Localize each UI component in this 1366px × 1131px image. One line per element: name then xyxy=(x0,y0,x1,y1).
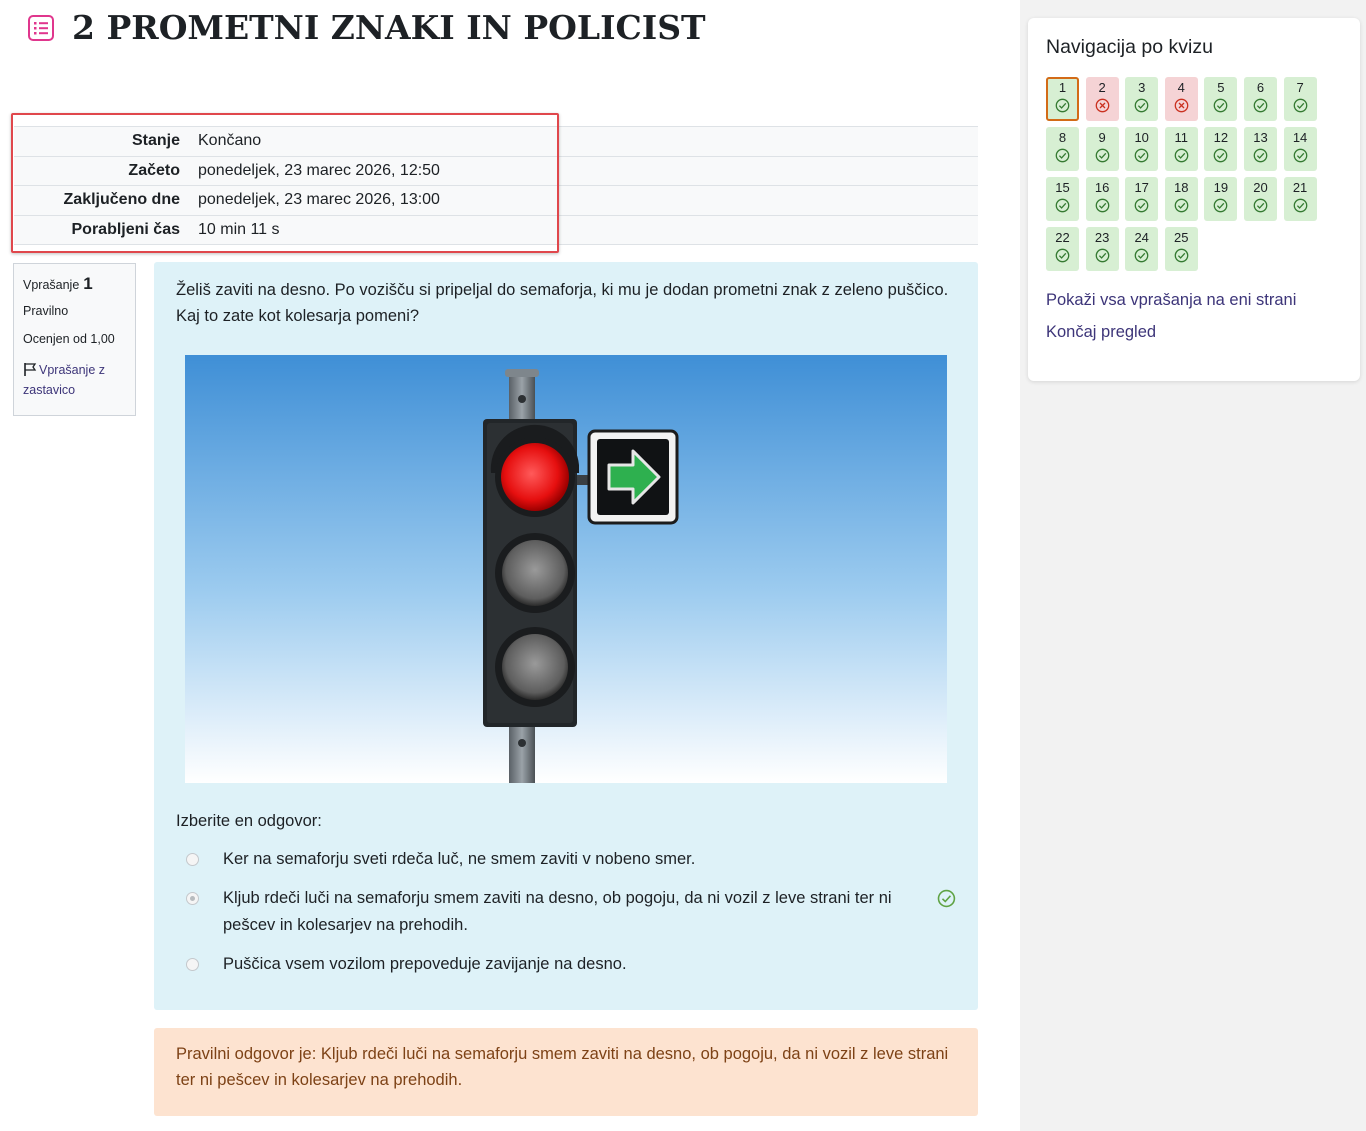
correct-check-icon xyxy=(1134,248,1149,263)
question-info xyxy=(13,263,136,416)
quiz-nav-button-4[interactable] xyxy=(1165,77,1198,121)
flag-question-link[interactable] xyxy=(23,360,126,400)
question-number-label: Vprašanje xyxy=(23,278,80,292)
quiz-nav-button-8[interactable] xyxy=(1046,127,1079,171)
quiz-nav-button-1[interactable] xyxy=(1046,77,1079,121)
answer-option[interactable] xyxy=(176,885,956,939)
quiz-nav-button-15[interactable] xyxy=(1046,177,1079,221)
correct-check-icon xyxy=(1213,148,1228,163)
quiz-nav-button-number: 14 xyxy=(1292,130,1308,145)
quiz-nav-button-25[interactable] xyxy=(1165,227,1198,271)
quiz-nav-button-7[interactable] xyxy=(1284,77,1317,121)
quiz-nav-button-number: 20 xyxy=(1253,180,1268,195)
quiz-navigation-block xyxy=(1028,18,1360,381)
quiz-nav-button-23[interactable] xyxy=(1086,227,1119,271)
quiz-icon xyxy=(26,13,56,43)
summary-label: Zaključeno dne xyxy=(14,186,188,216)
quiz-nav-button-20[interactable] xyxy=(1244,177,1277,221)
quiz-nav-button-17[interactable] xyxy=(1125,177,1158,221)
answer-radio[interactable] xyxy=(186,853,199,866)
quiz-nav-button-number: 15 xyxy=(1055,180,1070,195)
summary-label: Stanje xyxy=(14,127,188,157)
answer-option-label: Puščica vsem vozilom prepoveduje zavijanje na desno. xyxy=(223,955,627,973)
summary-label: Porabljeni čas xyxy=(14,215,188,245)
quiz-nav-button-number: 11 xyxy=(1174,130,1189,145)
quiz-nav-button-number: 18 xyxy=(1174,180,1189,195)
question-state: Pravilno xyxy=(23,304,69,318)
quiz-nav-button-3[interactable] xyxy=(1125,77,1158,121)
correct-check-icon xyxy=(1095,198,1110,213)
quiz-nav-button-number: 8 xyxy=(1058,130,1067,145)
right-drawer xyxy=(1020,0,1366,1131)
correct-check-icon xyxy=(1253,98,1268,113)
quiz-nav-button-number: 21 xyxy=(1292,180,1308,195)
quiz-nav-button-number: 4 xyxy=(1177,80,1185,95)
quiz-nav-button-number: 17 xyxy=(1134,180,1149,195)
question-content xyxy=(154,262,978,1010)
quiz-nav-button-19[interactable] xyxy=(1204,177,1237,221)
page-title: 2 PROMETNI ZNAKI IN POLICIST xyxy=(72,8,706,47)
quiz-navigation-grid xyxy=(1046,77,1342,271)
attempt-summary-table xyxy=(14,126,978,245)
answer-radio-selected[interactable] xyxy=(186,892,199,905)
correct-check-icon xyxy=(1055,198,1070,213)
correct-check-icon xyxy=(1174,148,1189,163)
incorrect-x-icon xyxy=(1095,98,1110,113)
quiz-nav-button-14[interactable] xyxy=(1284,127,1317,171)
correct-answer-feedback: Pravilni odgovor je: Kljub rdeči luči na semaforju smem zaviti na desno, ob pogoju, da ni vozil z leve strani ter ni pešcev in kolesarjev na prehodih. xyxy=(154,1028,978,1116)
quiz-nav-button-number: 22 xyxy=(1055,230,1070,245)
question-number-value: 1 xyxy=(83,274,93,293)
quiz-nav-button-number: 10 xyxy=(1134,130,1149,145)
quiz-nav-button-18[interactable] xyxy=(1165,177,1198,221)
summary-label: Začeto xyxy=(14,156,188,186)
quiz-nav-button-number: 1 xyxy=(1058,80,1067,95)
correct-check-icon xyxy=(1293,98,1308,113)
page-header xyxy=(26,8,706,47)
quiz-nav-button-10[interactable] xyxy=(1125,127,1158,171)
correct-check-icon xyxy=(937,889,956,908)
quiz-navigation-title: Navigacija po kvizu xyxy=(1046,36,1213,58)
summary-value: ponedeljek, 23 marec 2026, 13:00 xyxy=(188,186,978,216)
answer-option-label: Ker na semaforju sveti rdeča luč, ne smem zaviti v nobeno smer. xyxy=(223,850,696,868)
correct-check-icon xyxy=(1095,148,1110,163)
correct-check-icon xyxy=(1134,98,1149,113)
quiz-nav-button-6[interactable] xyxy=(1244,77,1277,121)
quiz-nav-button-number: 2 xyxy=(1098,80,1106,95)
quiz-nav-button-5[interactable] xyxy=(1204,77,1237,121)
quiz-nav-button-number: 24 xyxy=(1134,230,1149,245)
quiz-nav-button-number: 25 xyxy=(1174,230,1189,245)
quiz-nav-button-number: 12 xyxy=(1213,130,1229,145)
quiz-nav-button-21[interactable] xyxy=(1284,177,1317,221)
quiz-nav-button-number: 9 xyxy=(1098,130,1106,145)
correct-check-icon xyxy=(1095,248,1110,263)
correct-check-icon xyxy=(1055,148,1070,163)
quiz-nav-button-13[interactable] xyxy=(1244,127,1277,171)
answer-option[interactable] xyxy=(176,951,956,978)
answer-prompt: Izberite en odgovor: xyxy=(176,812,322,830)
correct-check-icon xyxy=(1174,248,1189,263)
quiz-nav-button-22[interactable] xyxy=(1046,227,1079,271)
correct-check-icon xyxy=(1055,98,1070,113)
quiz-nav-button-number: 23 xyxy=(1094,230,1110,245)
summary-value: 10 min 11 s xyxy=(188,215,978,245)
correct-check-icon xyxy=(1293,148,1308,163)
show-all-questions-link[interactable]: Pokaži vsa vprašanja na eni strani xyxy=(1046,291,1297,309)
quiz-navigation-links xyxy=(1046,291,1342,342)
flag-question-label: Vprašanje z zastavico xyxy=(23,363,106,397)
correct-check-icon xyxy=(1253,198,1268,213)
flag-icon xyxy=(23,362,37,376)
question-number xyxy=(23,274,126,294)
quiz-nav-button-number: 16 xyxy=(1094,180,1110,195)
question-grade: Ocenjen od 1,00 xyxy=(23,332,115,346)
correct-check-icon xyxy=(1213,98,1228,113)
quiz-nav-button-24[interactable] xyxy=(1125,227,1158,271)
question-text: Želiš zaviti na desno. Po vozišču si pripeljal do semaforja, ki mu je dodan prometni znak z zeleno puščico. Kaj to zate kot kolesarja pomeni? xyxy=(176,281,949,325)
quiz-nav-button-number: 3 xyxy=(1138,80,1146,95)
summary-row-completed xyxy=(14,186,978,216)
correct-check-icon xyxy=(1134,148,1149,163)
quiz-nav-button-number: 6 xyxy=(1256,80,1265,95)
summary-row-state xyxy=(14,127,978,157)
correct-check-icon xyxy=(1134,198,1149,213)
quiz-nav-button-11[interactable] xyxy=(1165,127,1198,171)
quiz-nav-button-12[interactable] xyxy=(1204,127,1237,171)
correct-check-icon xyxy=(1253,148,1268,163)
summary-value: Končano xyxy=(188,127,978,157)
correct-check-icon xyxy=(1213,198,1228,213)
correct-check-icon xyxy=(1055,248,1070,263)
correct-check-icon xyxy=(1174,198,1189,213)
quiz-nav-button-number: 7 xyxy=(1296,80,1304,95)
quiz-nav-button-number: 19 xyxy=(1213,180,1229,195)
summary-row-started xyxy=(14,156,978,186)
correct-check-icon xyxy=(1293,198,1308,213)
quiz-nav-button-16[interactable] xyxy=(1086,177,1119,221)
quiz-nav-button-9[interactable] xyxy=(1086,127,1119,171)
incorrect-x-icon xyxy=(1174,98,1189,113)
traffic-light-image xyxy=(185,355,947,783)
finish-review-link[interactable]: Končaj pregled xyxy=(1046,323,1157,341)
answer-option[interactable] xyxy=(176,846,956,873)
quiz-nav-button-number: 13 xyxy=(1253,130,1268,145)
summary-value: ponedeljek, 23 marec 2026, 12:50 xyxy=(188,156,978,186)
summary-row-duration xyxy=(14,215,978,245)
quiz-nav-button-number: 5 xyxy=(1217,80,1225,95)
quiz-nav-button-2[interactable] xyxy=(1086,77,1119,121)
answer-option-label: Kljub rdeči luči na semaforju smem zaviti na desno, ob pogoju, da ni vozil z leve strani ter ni pešcev in kolesarjev na prehodih. xyxy=(223,889,892,934)
answer-radio[interactable] xyxy=(186,958,199,971)
